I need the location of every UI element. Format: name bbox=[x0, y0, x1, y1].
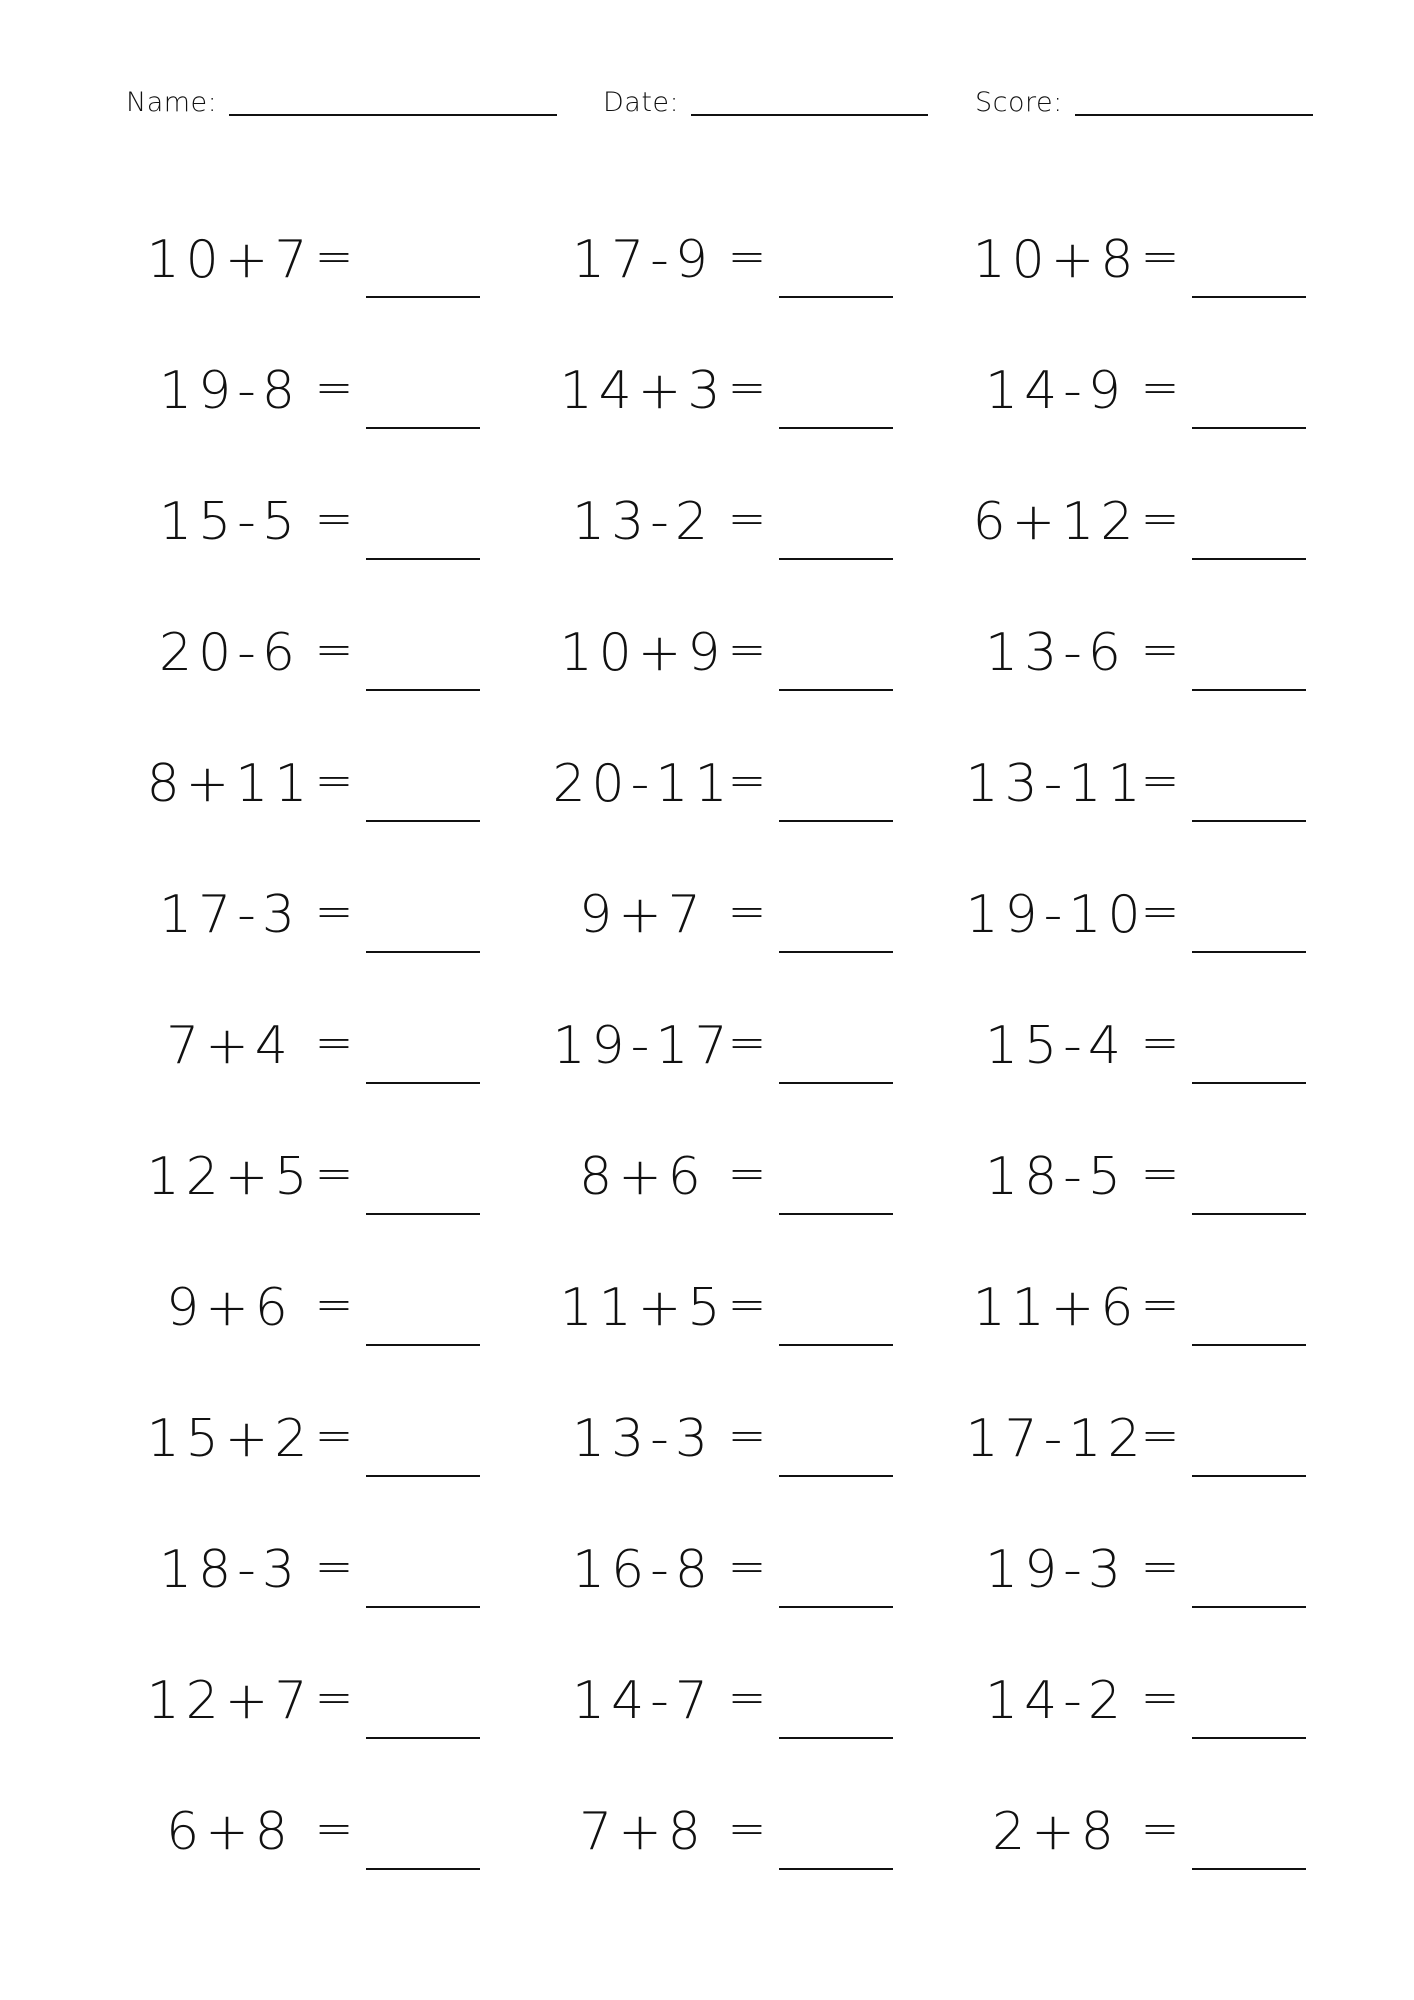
problem-item bbox=[956, 1651, 1376, 1731]
problem-expression: 6+12 bbox=[972, 492, 1140, 552]
problem-expression: 8+11 bbox=[146, 754, 314, 814]
problem-item bbox=[543, 865, 963, 945]
problem-expression: 10+9 bbox=[559, 623, 727, 683]
problem-item bbox=[543, 603, 963, 683]
equals-sign: = bbox=[727, 1539, 767, 1593]
answer-blank-line[interactable] bbox=[779, 951, 893, 953]
equals-sign: = bbox=[1140, 1408, 1180, 1462]
problem-item bbox=[956, 865, 1376, 945]
equals-sign: = bbox=[314, 1539, 354, 1593]
equals-sign: = bbox=[314, 622, 354, 676]
worksheet-header bbox=[0, 0, 1414, 140]
problem-expression: 11+5 bbox=[559, 1278, 727, 1338]
equals-sign: = bbox=[1140, 491, 1180, 545]
equals-sign: = bbox=[1140, 1146, 1180, 1200]
problem-expression: 2+8 bbox=[992, 1802, 1120, 1862]
problem-item bbox=[543, 1127, 963, 1207]
equals-sign: = bbox=[727, 1670, 767, 1724]
problem-item bbox=[130, 996, 550, 1076]
problem-item bbox=[130, 734, 550, 814]
equals-sign: = bbox=[727, 360, 767, 414]
equals-sign: = bbox=[1140, 1670, 1180, 1724]
problem-expression: 17-12 bbox=[965, 1409, 1147, 1469]
problem-expression: 20-11 bbox=[552, 754, 734, 814]
problem-expression: 10+8 bbox=[972, 230, 1140, 290]
answer-blank-line[interactable] bbox=[366, 820, 480, 822]
problem-item bbox=[956, 996, 1376, 1076]
answer-blank-line[interactable] bbox=[1192, 1475, 1306, 1477]
problem-item bbox=[543, 734, 963, 814]
answer-blank-line[interactable] bbox=[1192, 1082, 1306, 1084]
name-blank-line[interactable] bbox=[229, 114, 557, 116]
answer-blank-line[interactable] bbox=[366, 1737, 480, 1739]
equals-sign: = bbox=[727, 884, 767, 938]
answer-blank-line[interactable] bbox=[366, 1344, 480, 1346]
answer-blank-line[interactable] bbox=[779, 1475, 893, 1477]
answer-blank-line[interactable] bbox=[779, 1082, 893, 1084]
equals-sign: = bbox=[727, 1146, 767, 1200]
equals-sign: = bbox=[314, 1277, 354, 1331]
equals-sign: = bbox=[1140, 884, 1180, 938]
answer-blank-line[interactable] bbox=[779, 1344, 893, 1346]
problem-expression: 13-11 bbox=[965, 754, 1147, 814]
problem-expression: 8+6 bbox=[579, 1147, 707, 1207]
problem-item bbox=[543, 1782, 963, 1862]
equals-sign: = bbox=[727, 229, 767, 283]
date-blank-line[interactable] bbox=[691, 114, 928, 116]
problem-expression: 19-3 bbox=[984, 1540, 1127, 1600]
problem-expression: 19-17 bbox=[552, 1016, 734, 1076]
problem-item bbox=[956, 210, 1376, 290]
problem-expression: 9+7 bbox=[579, 885, 707, 945]
answer-blank-line[interactable] bbox=[1192, 689, 1306, 691]
problem-item bbox=[956, 472, 1376, 552]
answer-blank-line[interactable] bbox=[1192, 1737, 1306, 1739]
equals-sign: = bbox=[314, 360, 354, 414]
answer-blank-line[interactable] bbox=[1192, 1606, 1306, 1608]
problem-expression: 15-5 bbox=[158, 492, 301, 552]
equals-sign: = bbox=[1140, 229, 1180, 283]
equals-sign: = bbox=[727, 753, 767, 807]
answer-blank-line[interactable] bbox=[779, 296, 893, 298]
problem-expression: 12+7 bbox=[146, 1671, 314, 1731]
equals-sign: = bbox=[314, 1670, 354, 1724]
answer-blank-line[interactable] bbox=[779, 1737, 893, 1739]
problem-item bbox=[543, 1520, 963, 1600]
problem-item bbox=[543, 1258, 963, 1338]
problem-expression: 18-5 bbox=[984, 1147, 1127, 1207]
problem-item bbox=[543, 996, 963, 1076]
problem-expression: 11+6 bbox=[972, 1278, 1140, 1338]
answer-blank-line[interactable] bbox=[1192, 1213, 1306, 1215]
problem-expression: 14+3 bbox=[559, 361, 727, 421]
problem-expression: 13-6 bbox=[984, 623, 1127, 683]
equals-sign: = bbox=[727, 1015, 767, 1069]
problem-item bbox=[543, 1389, 963, 1469]
problem-expression: 9+6 bbox=[166, 1278, 294, 1338]
answer-blank-line[interactable] bbox=[779, 1606, 893, 1608]
answer-blank-line[interactable] bbox=[366, 558, 480, 560]
answer-blank-line[interactable] bbox=[1192, 820, 1306, 822]
equals-sign: = bbox=[314, 753, 354, 807]
date-label: Date: bbox=[603, 87, 680, 118]
problem-expression: 19-8 bbox=[158, 361, 301, 421]
equals-sign: = bbox=[1140, 360, 1180, 414]
equals-sign: = bbox=[1140, 1277, 1180, 1331]
problem-expression: 7+8 bbox=[579, 1802, 707, 1862]
answer-blank-line[interactable] bbox=[1192, 296, 1306, 298]
problem-expression: 16-8 bbox=[571, 1540, 714, 1600]
equals-sign: = bbox=[1140, 1801, 1180, 1855]
answer-blank-line[interactable] bbox=[366, 1213, 480, 1215]
equals-sign: = bbox=[727, 491, 767, 545]
problem-expression: 14-9 bbox=[984, 361, 1127, 421]
problem-item bbox=[956, 1389, 1376, 1469]
answer-blank-line[interactable] bbox=[779, 820, 893, 822]
problem-item bbox=[956, 1782, 1376, 1862]
equals-sign: = bbox=[314, 1801, 354, 1855]
equals-sign: = bbox=[1140, 1539, 1180, 1593]
answer-blank-line[interactable] bbox=[366, 1606, 480, 1608]
problem-item bbox=[130, 1258, 550, 1338]
problem-expression: 17-3 bbox=[158, 885, 301, 945]
answer-blank-line[interactable] bbox=[366, 1868, 480, 1870]
name-field[interactable] bbox=[126, 88, 557, 118]
problem-item bbox=[956, 341, 1376, 421]
problem-item bbox=[543, 1651, 963, 1731]
equals-sign: = bbox=[314, 1146, 354, 1200]
equals-sign: = bbox=[314, 1408, 354, 1462]
problem-expression: 15+2 bbox=[146, 1409, 314, 1469]
equals-sign: = bbox=[314, 491, 354, 545]
problem-item bbox=[543, 472, 963, 552]
equals-sign: = bbox=[727, 1408, 767, 1462]
problem-expression: 12+5 bbox=[146, 1147, 314, 1207]
answer-blank-line[interactable] bbox=[1192, 558, 1306, 560]
score-label: Score: bbox=[975, 87, 1063, 118]
equals-sign: = bbox=[727, 1801, 767, 1855]
problem-item bbox=[130, 603, 550, 683]
problem-item bbox=[956, 1127, 1376, 1207]
answer-blank-line[interactable] bbox=[366, 296, 480, 298]
equals-sign: = bbox=[1140, 1015, 1180, 1069]
problem-item bbox=[130, 1782, 550, 1862]
score-blank-line[interactable] bbox=[1075, 114, 1313, 116]
problem-expression: 18-3 bbox=[158, 1540, 301, 1600]
problem-expression: 17-9 bbox=[571, 230, 714, 290]
equals-sign: = bbox=[727, 1277, 767, 1331]
problem-item bbox=[130, 1651, 550, 1731]
answer-blank-line[interactable] bbox=[1192, 1344, 1306, 1346]
problem-item bbox=[130, 210, 550, 290]
equals-sign: = bbox=[1140, 622, 1180, 676]
problem-expression: 20-6 bbox=[158, 623, 301, 683]
problem-item bbox=[543, 210, 963, 290]
answer-blank-line[interactable] bbox=[1192, 951, 1306, 953]
problem-item bbox=[543, 341, 963, 421]
equals-sign: = bbox=[727, 622, 767, 676]
answer-blank-line[interactable] bbox=[366, 1082, 480, 1084]
problem-item bbox=[956, 734, 1376, 814]
problem-item bbox=[130, 865, 550, 945]
answer-blank-line[interactable] bbox=[1192, 1868, 1306, 1870]
answer-blank-line[interactable] bbox=[779, 1213, 893, 1215]
equals-sign: = bbox=[314, 884, 354, 938]
answer-blank-line[interactable] bbox=[1192, 427, 1306, 429]
problem-item bbox=[956, 1258, 1376, 1338]
problem-item bbox=[956, 603, 1376, 683]
problem-expression: 13-3 bbox=[571, 1409, 714, 1469]
problem-expression: 10+7 bbox=[146, 230, 314, 290]
answer-blank-line[interactable] bbox=[366, 427, 480, 429]
equals-sign: = bbox=[314, 229, 354, 283]
problem-item bbox=[130, 341, 550, 421]
problem-expression: 13-2 bbox=[571, 492, 714, 552]
equals-sign: = bbox=[314, 1015, 354, 1069]
problem-item bbox=[130, 1127, 550, 1207]
problem-item bbox=[956, 1520, 1376, 1600]
answer-blank-line[interactable] bbox=[366, 1475, 480, 1477]
problem-expression: 6+8 bbox=[166, 1802, 294, 1862]
name-label: Name: bbox=[126, 87, 218, 118]
answer-blank-line[interactable] bbox=[779, 558, 893, 560]
answer-blank-line[interactable] bbox=[779, 427, 893, 429]
date-field[interactable] bbox=[603, 88, 928, 118]
answer-blank-line[interactable] bbox=[366, 689, 480, 691]
problem-item bbox=[130, 472, 550, 552]
problem-expression: 19-10 bbox=[965, 885, 1147, 945]
answer-blank-line[interactable] bbox=[779, 1868, 893, 1870]
score-field[interactable] bbox=[975, 88, 1313, 118]
answer-blank-line[interactable] bbox=[779, 689, 893, 691]
problem-expression: 14-7 bbox=[571, 1671, 714, 1731]
equals-sign: = bbox=[1140, 753, 1180, 807]
problem-expression: 14-2 bbox=[984, 1671, 1127, 1731]
answer-blank-line[interactable] bbox=[366, 951, 480, 953]
problem-expression: 7+4 bbox=[166, 1016, 294, 1076]
problem-item bbox=[130, 1520, 550, 1600]
problem-item bbox=[130, 1389, 550, 1469]
problem-expression: 15-4 bbox=[984, 1016, 1127, 1076]
